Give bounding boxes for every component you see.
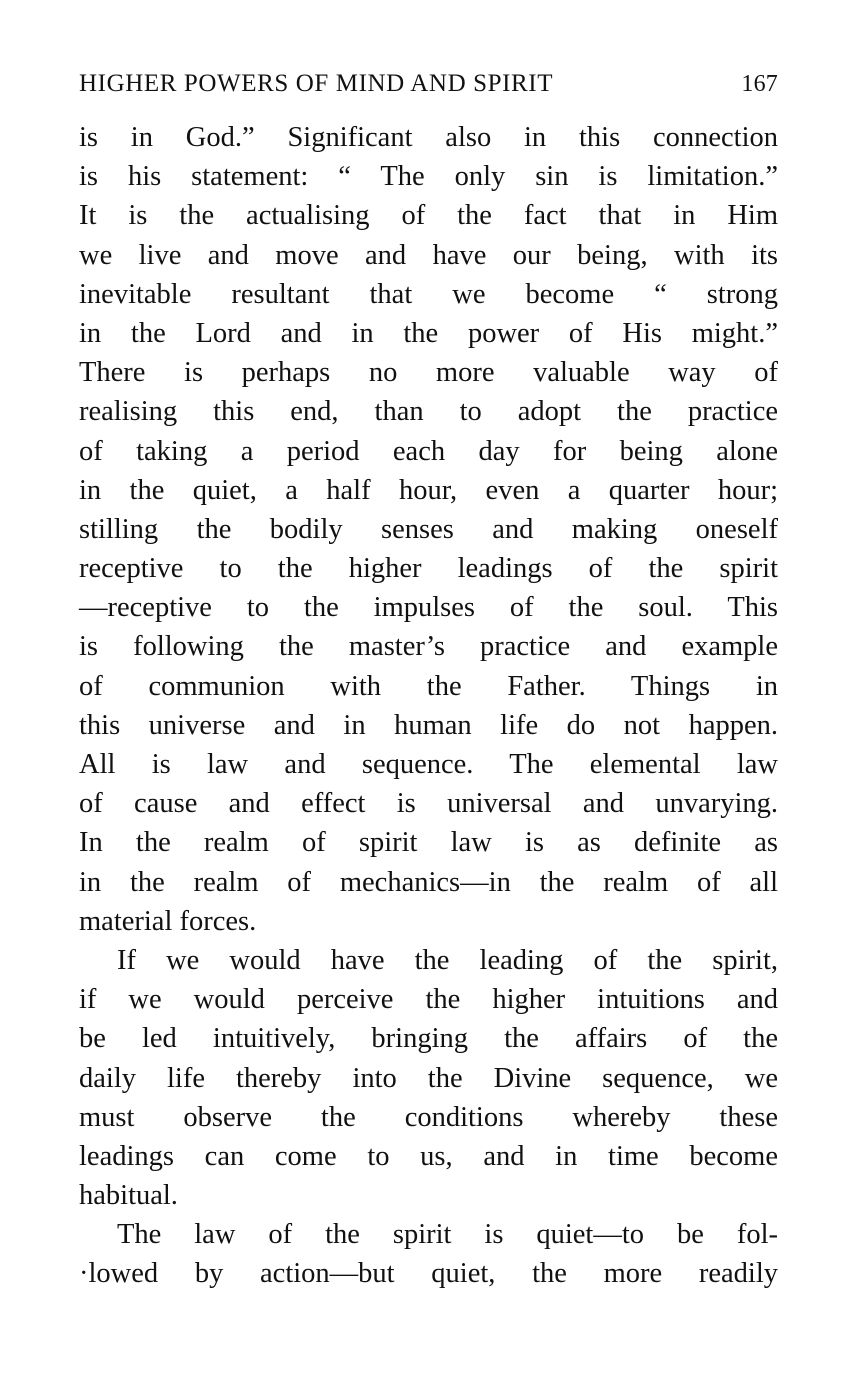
text-line: There is perhaps no more valuable way of bbox=[79, 357, 778, 389]
text-line: of communion with the Father. Things in bbox=[79, 670, 778, 702]
book-page bbox=[79, 70, 778, 1294]
text-line: must observe the conditions whereby these bbox=[79, 1101, 778, 1133]
text-line: —receptive to the impulses of the soul. This bbox=[79, 592, 778, 624]
body-text bbox=[79, 118, 778, 1294]
page-number: 167 bbox=[741, 71, 778, 97]
text-line: material forces. bbox=[79, 905, 257, 937]
text-line: stilling the bodily senses and making oneself bbox=[79, 513, 778, 545]
text-line: in the realm of mechanics—in the realm of all bbox=[79, 866, 778, 898]
running-head-title: HIGHER POWERS OF MIND AND SPIRIT bbox=[79, 70, 554, 97]
text-line: if we would perceive the higher intuitions and bbox=[79, 984, 778, 1016]
text-line: habitual. bbox=[79, 1180, 178, 1212]
paragraph bbox=[79, 1215, 778, 1293]
text-line: in the Lord and in the power of His might.” bbox=[79, 317, 778, 349]
text-line: is in God.” Significant also in this connection bbox=[79, 122, 778, 153]
text-line: ·lowed by action—but quiet, the more readily bbox=[79, 1258, 778, 1290]
text-line: in the quiet, a half hour, even a quarter hour; bbox=[79, 474, 778, 506]
paragraph bbox=[79, 118, 778, 941]
text-line: of cause and effect is universal and unvarying. bbox=[79, 788, 778, 820]
running-head bbox=[79, 70, 778, 110]
text-line: The law of the spirit is quiet—to be fol- bbox=[117, 1219, 778, 1251]
text-line: All is law and sequence. The elemental law bbox=[79, 749, 778, 780]
text-line: is following the master’s practice and example bbox=[79, 631, 778, 663]
paragraph bbox=[79, 941, 778, 1215]
text-line: realising this end, than to adopt the practice bbox=[79, 396, 778, 428]
text-line: It is the actualising of the fact that in Him bbox=[79, 200, 778, 232]
text-line: of taking a period each day for being alone bbox=[79, 435, 778, 467]
text-line: we live and move and have our being, with its bbox=[79, 239, 778, 271]
text-line: daily life thereby into the Divine sequence, we bbox=[79, 1062, 778, 1094]
text-line: If we would have the leading of the spirit, bbox=[117, 944, 778, 976]
text-line: is his statement: “ The only sin is limitation.” bbox=[79, 161, 778, 193]
text-line: be led intuitively, bringing the affairs of the bbox=[79, 1023, 778, 1055]
text-line: In the realm of spirit law is as definite as bbox=[79, 827, 778, 859]
text-line: this universe and in human life do not happen. bbox=[79, 709, 778, 741]
text-line: inevitable resultant that we become “ strong bbox=[79, 278, 778, 310]
text-line: leadings can come to us, and in time become bbox=[79, 1140, 778, 1172]
text-line: receptive to the higher leadings of the spirit bbox=[79, 553, 778, 585]
